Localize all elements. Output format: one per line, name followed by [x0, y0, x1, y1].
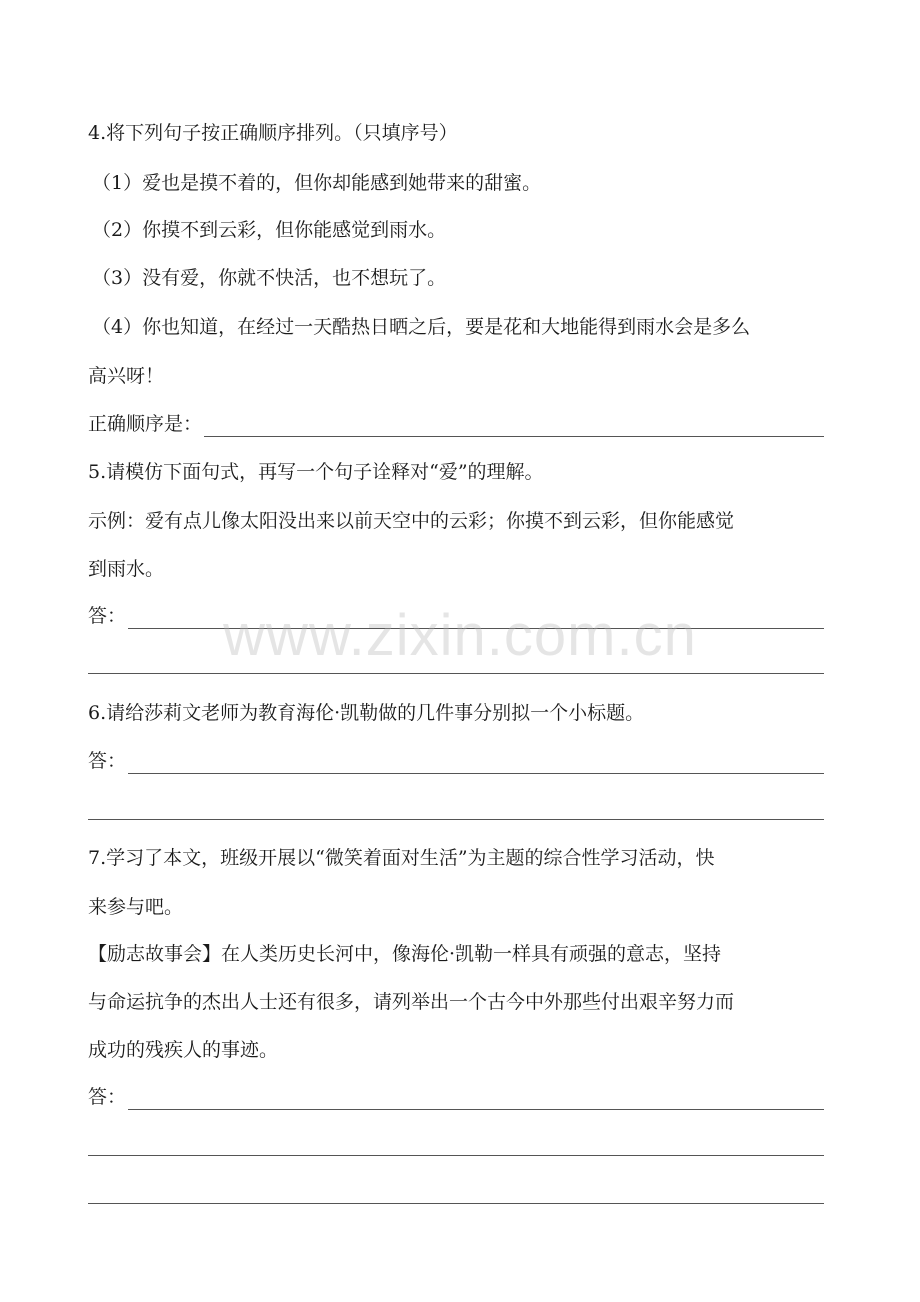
q7-answer-blank[interactable] [128, 1091, 824, 1110]
q7-title-line1: 7.学习了本文，班级开展以“微笑着面对生活”为主题的综合性学习活动，快 [88, 847, 715, 869]
q5-example-line1: 示例：爱有点儿像太阳没出来以前天空中的云彩；你摸不到云彩，但你能感觉 [88, 510, 735, 532]
q7-answer-row [88, 1084, 824, 1110]
q5-answer-blank[interactable] [128, 610, 824, 629]
q5-answer-label: 答： [88, 605, 127, 627]
q6-title: 6.请给莎莉文老师为教育海伦·凯勒做的几件事分别拟一个小标题。 [88, 702, 645, 724]
q4-answer-blank[interactable] [204, 418, 824, 437]
q6-answer-row [88, 748, 824, 774]
q4-answer-label: 正确顺序是： [88, 413, 203, 435]
q6-answer-line-2[interactable] [88, 819, 824, 820]
q7-answer-line-2[interactable] [88, 1155, 824, 1156]
q6-answer-label: 答： [88, 750, 127, 772]
q4-item-4: （4）你也知道，在经过一天酷热日晒之后，要是花和大地能得到雨水会是多么 [92, 316, 751, 338]
q7-task-line3: 成功的残疾人的事迹。 [88, 1039, 279, 1061]
q5-answer-line-2[interactable] [88, 673, 824, 674]
q7-answer-line-3[interactable] [88, 1203, 824, 1204]
q5-title: 5.请模仿下面句式，再写一个句子诠释对“爱”的理解。 [88, 461, 544, 483]
q4-item-1: （1）爱也是摸不着的，但你却能感到她带来的甜蜜。 [92, 172, 542, 194]
q4-title: 4.将下列句子按正确顺序排列。（只填序号） [88, 122, 458, 144]
q5-answer-row [88, 603, 824, 629]
q4-answer-row [88, 411, 824, 437]
q4-item-4-cont: 高兴呀！ [88, 365, 165, 387]
q5-example-line2: 到雨水。 [88, 558, 165, 580]
q7-task-line2: 与命运抗争的杰出人士还有很多，请列举出一个古今中外那些付出艰辛努力而 [88, 991, 735, 1013]
q7-title-line2: 来参与吧。 [88, 896, 184, 918]
q4-item-3: （3）没有爱，你就不快活，也不想玩了。 [92, 267, 447, 289]
q7-answer-label: 答： [88, 1086, 127, 1108]
q6-answer-blank[interactable] [128, 755, 824, 774]
watermark: www.zixin.com.cn [223, 603, 697, 668]
q7-task-line1: 【励志故事会】在人类历史长河中，像海伦·凯勒一样具有顽强的意志，坚持 [88, 943, 722, 965]
q4-item-2: （2）你摸不到云彩，但你能感觉到雨水。 [92, 219, 447, 241]
